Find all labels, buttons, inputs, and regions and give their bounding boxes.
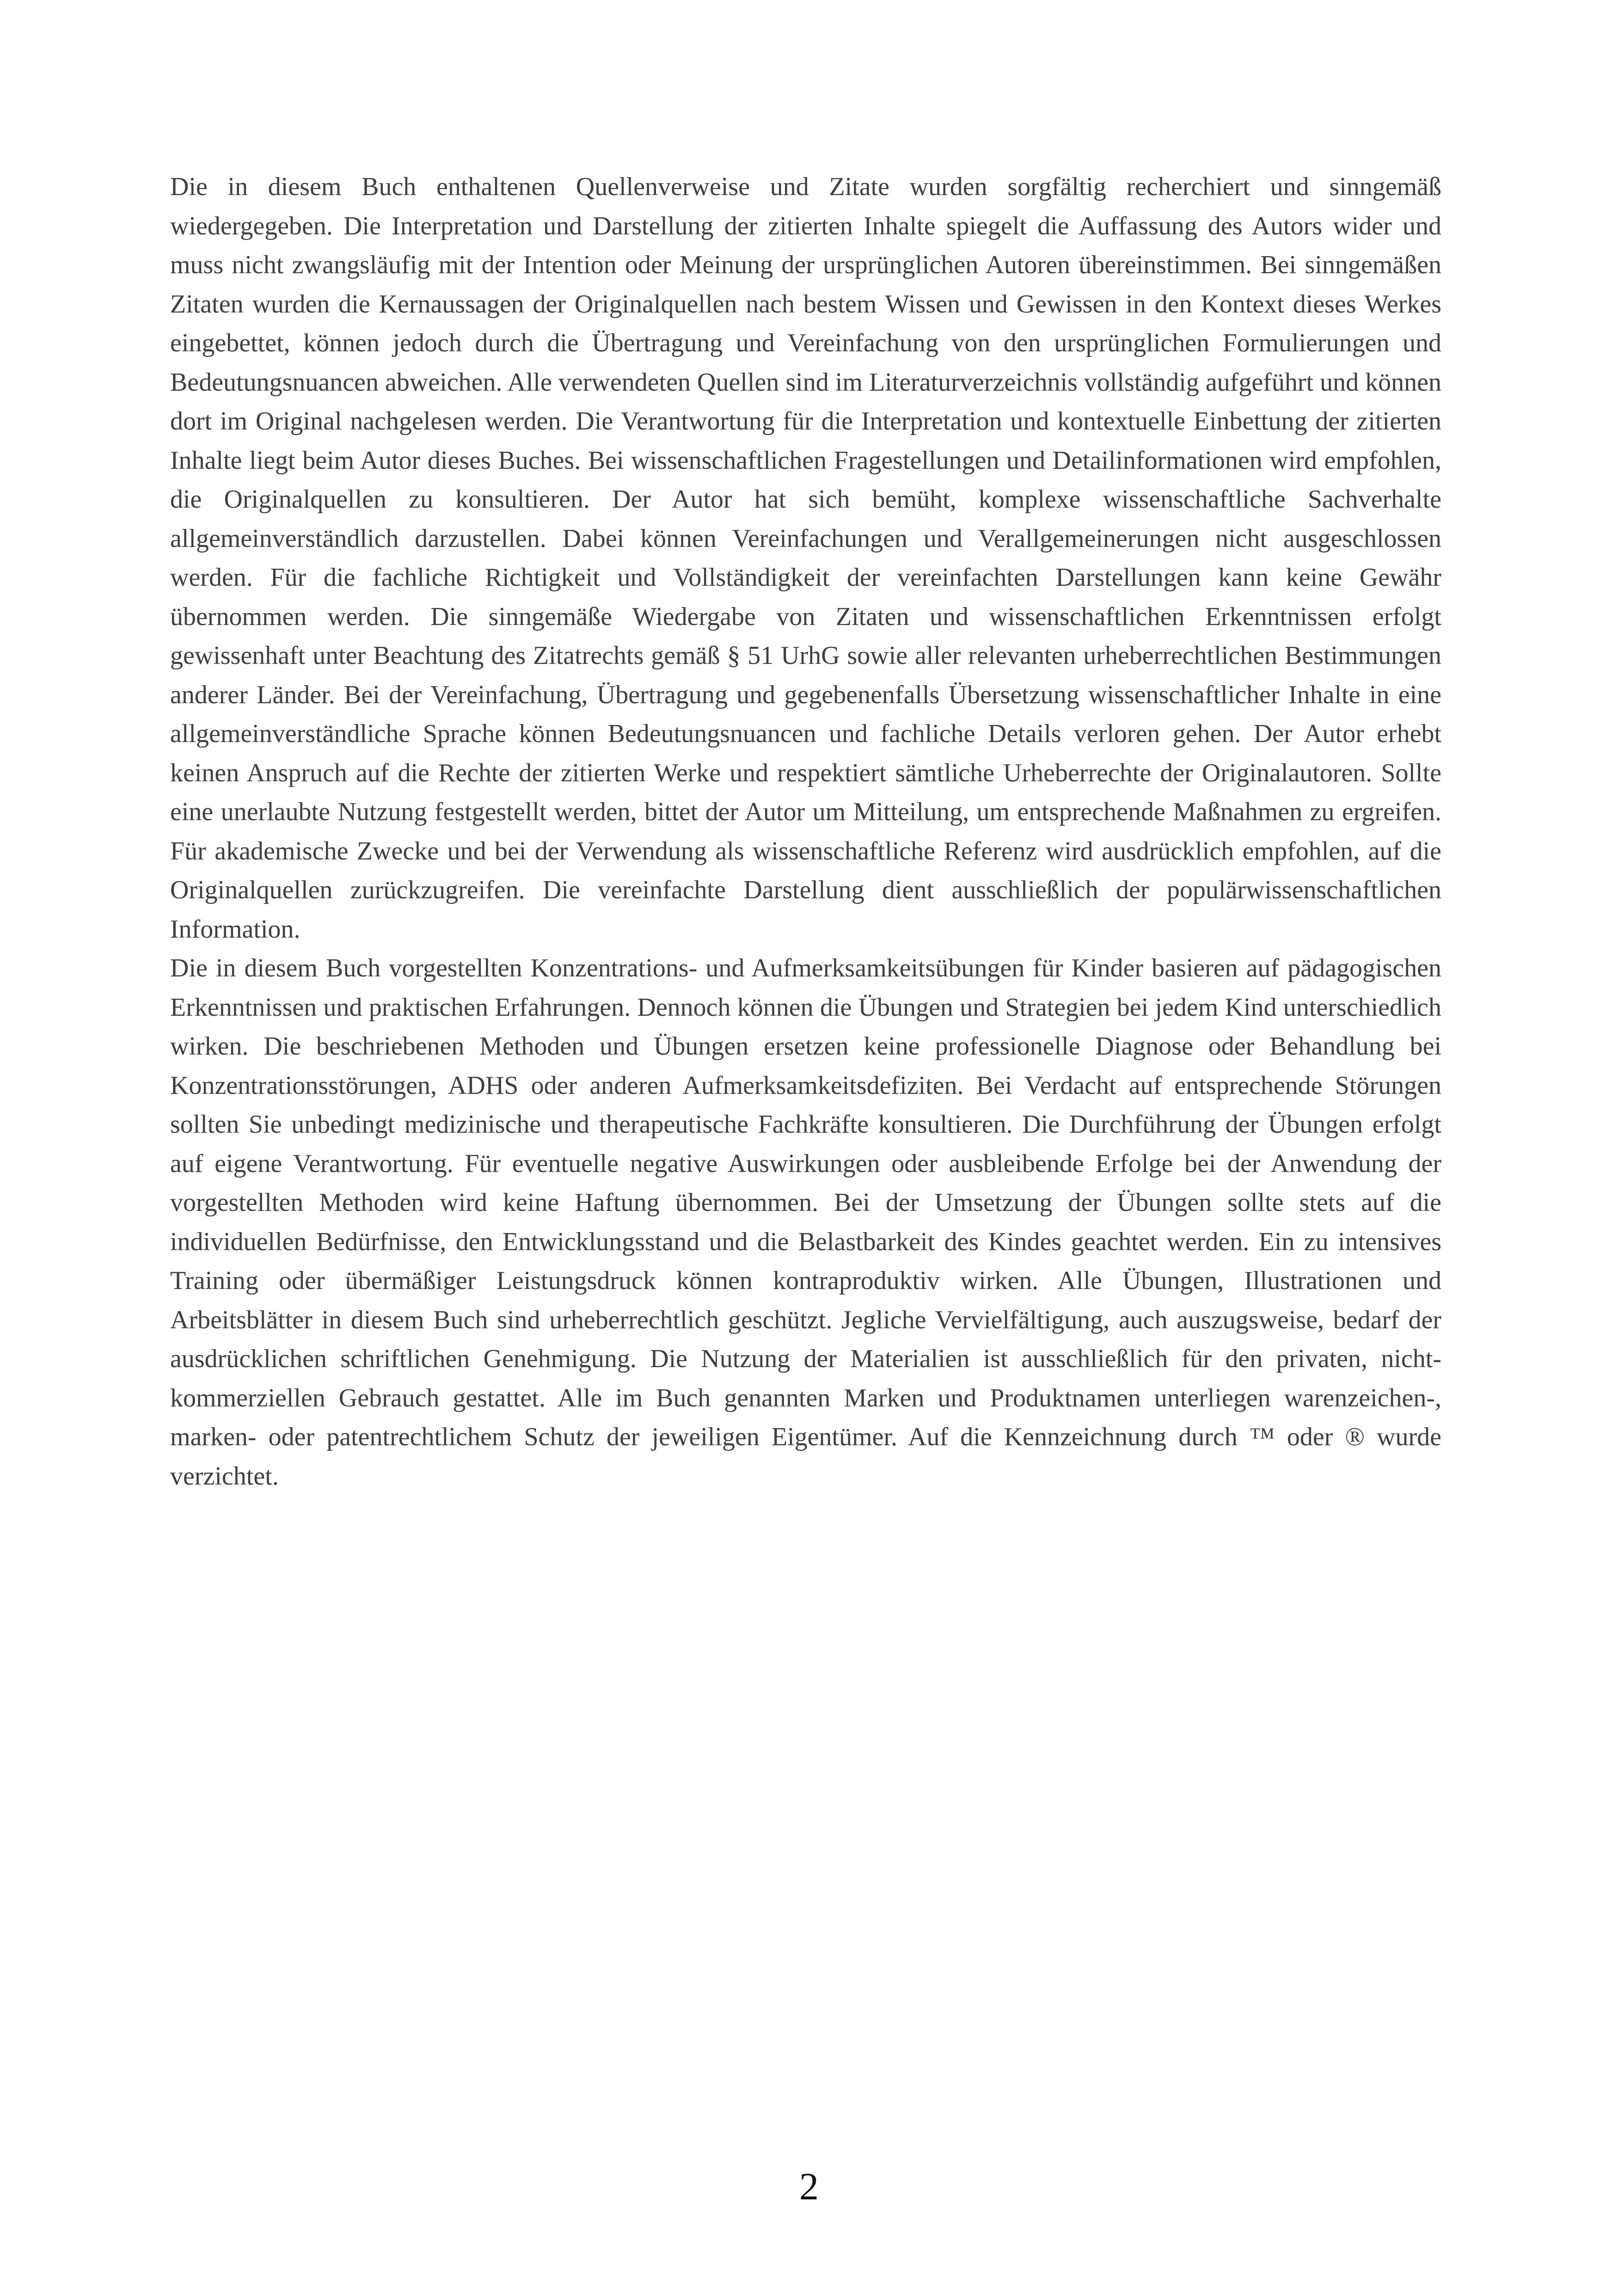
paragraph-source-citations: Die in diesem Buch enthaltenen Quellenverweise und Zitate wurden sorgfältig recherchiert und sinngemäß wiedergegeben. Die Interpretation und Darstellung der zitierten Inhalte spiegelt die Auffassung des Autors wider und muss nicht zwangsläufig mit der Intention oder Meinung der ursprünglichen Autoren übereinstimmen. Bei sinngemäßen Zitaten wurden die Kernaussagen der Originalquellen nach bestem Wissen und Gewissen in den Kontext dieses Werkes eingebettet, können jedoch durch die Übertragung und Vereinfachung von den ursprünglichen Formulierungen und Bedeutungsnuancen abweichen. Alle verwendeten Quellen sind im Literaturverzeichnis vollständig aufgeführt und können dort im Original nachgelesen werden. Die Verantwortung für die Interpretation und kontextuelle Einbettung der zitierten Inhalte liegt beim Autor dieses Buches. Bei wissenschaftlichen Fragestellungen und Detailinformationen wird empfohlen, die Originalquellen zu konsultieren. Der Autor hat sich bemüht, komplexe wissenschaftliche Sachverhalte allgemeinverständlich darzustellen. Dabei können Vereinfachungen und Verallgemeinerungen nicht ausgeschlossen werden. Für die fachliche Richtigkeit und Vollständigkeit der vereinfachten Darstellungen kann keine Gewähr übernommen werden. Die sinngemäße Wiedergabe von Zitaten und wissenschaftlichen Erkenntnissen erfolgt gewissenhaft unter Beachtung des Zitatrechts gemäß § 51 UrhG sowie aller relevanten urheberrechtlichen Bestimmungen anderer Länder. Bei der Vereinfachung, Übertragung und gegebenenfalls Übersetzung wissenschaftlicher Inhalte in eine allgemeinverständliche Sprache können Bedeutungsnuancen und fachliche Details verloren gehen. Der Autor erhebt keinen Anspruch auf die Rechte der zitierten Werke und respektiert sämtliche Urheberrechte der Originalautoren. Sollte eine unerlaubte Nutzung festgestellt werden, bittet der Autor um Mitteilung, um entsprechende Maßnahmen zu ergreifen. Für akademische Zwecke und bei der Verwendung als wissenschaftliche Referenz wird ausdrücklich empfohlen, auf die Originalquellen zurückzugreifen. Die vereinfachte Darstellung dient ausschließlich der populärwissenschaftlichen Information.	[170, 172, 1441, 944]
body-text	[170, 167, 1441, 1496]
page-number: 2	[799, 2165, 819, 2208]
paragraph-exercise-disclaimer: Die in diesem Buch vorgestellten Konzentrations- und Aufmerksamkeitsübungen für Kinder basieren auf pädagogischen Erkenntnissen und praktischen Erfahrungen. Dennoch können die Übungen und Strategien bei jedem Kind unterschiedlich wirken. Die beschriebenen Methoden und Übungen ersetzen keine professionelle Diagnose oder Behandlung bei Konzentrationsstörungen, ADHS oder anderen Aufmerksamkeitsdefiziten. Bei Verdacht auf entsprechende Störungen sollten Sie unbedingt medizinische und therapeutische Fachkräfte konsultieren. Die Durchführung der Übungen erfolgt auf eigene Verantwortung. Für eventuelle negative Auswirkungen oder ausbleibende Erfolge bei der Anwendung der vorgestellten Methoden wird keine Haftung übernommen. Bei der Umsetzung der Übungen sollte stets auf die individuellen Bedürfnisse, den Entwicklungsstand und die Belastbarkeit des Kindes geachtet werden. Ein zu intensives Training oder übermäßiger Leistungsdruck können kontraproduktiv wirken. Alle Übungen, Illustrationen und Arbeitsblätter in diesem Buch sind urheberrechtlich geschützt. Jegliche Vervielfältigung, auch auszugsweise, bedarf der ausdrücklichen schriftlichen Genehmigung. Die Nutzung der Materialien ist ausschließlich für den privaten, nicht-kommerziellen Gebrauch gestattet. Alle im Buch genannten Marken und Produktnamen unterliegen warenzeichen-, marken- oder patentrechtlichem Schutz der jeweiligen Eigentümer. Auf die Kennzeichnung durch ™ oder ® wurde verzichtet.	[170, 954, 1441, 1491]
